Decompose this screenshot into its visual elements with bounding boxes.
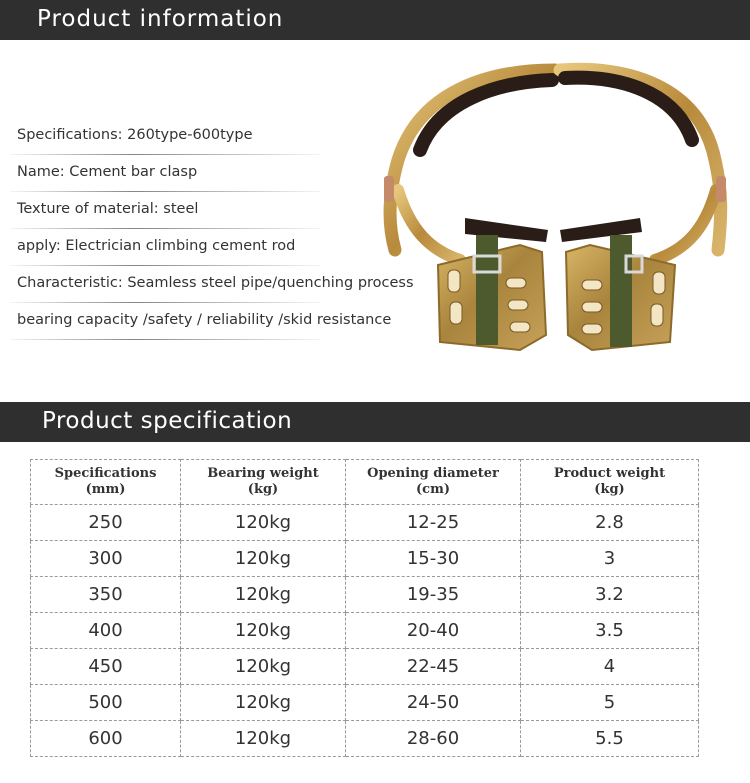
cell: 5.5 [521,721,699,757]
cell: 28-60 [346,721,521,757]
info-apply: apply: Electrician climbing cement rod [17,238,296,254]
cell: 3.2 [521,577,699,613]
cell: 120kg [181,613,346,649]
cell: 5 [521,685,699,721]
header-product-weight [521,460,699,505]
cell: 120kg [181,649,346,685]
header-line: Specifications [54,466,157,481]
header-unit: (kg) [247,482,279,497]
cell: 120kg [181,577,346,613]
info-specifications: Specifications: 260type-600type [17,127,253,143]
cell: 300 [31,541,181,577]
table-row [31,649,699,685]
header-line: Bearing weight [207,466,319,481]
cell: 450 [31,649,181,685]
header-unit: (cm) [416,482,450,497]
cell: 120kg [181,541,346,577]
table-row [31,541,699,577]
cell: 120kg [181,685,346,721]
header-line: Product weight [553,466,666,481]
product-info-list [10,118,414,340]
cell: 20-40 [346,613,521,649]
info-row-capacity [10,303,392,340]
cell: 4 [521,649,699,685]
table-header-row [31,460,699,505]
cell: 3 [521,541,699,577]
cell: 500 [31,685,181,721]
cell: 350 [31,577,181,613]
info-row-name [10,155,340,192]
header-specifications [31,460,181,505]
info-material: Texture of material: steel [17,201,199,217]
cell: 3.5 [521,613,699,649]
product-specification-title: Product specification [42,408,293,434]
info-capacity: bearing capacity /safety / reliability /skid resistance [17,312,392,328]
product-specification-bar [0,402,750,442]
divider [10,339,320,340]
pole-climber-image [370,50,750,390]
info-row-characteristic [10,266,414,303]
cell: 120kg [181,721,346,757]
header-bearing-weight [181,460,346,505]
cell: 22-45 [346,649,521,685]
product-information-title: Product information [37,6,284,32]
table-row [31,685,699,721]
product-information-bar [0,0,750,40]
info-row-apply [10,229,340,266]
spec-table [30,459,699,757]
header-opening-diameter [346,460,521,505]
cell: 2.8 [521,505,699,541]
cell: 15-30 [346,541,521,577]
info-name: Name: Cement bar clasp [17,164,198,180]
info-row-material [10,192,340,229]
cell: 19-35 [346,577,521,613]
header-unit: (kg) [594,482,625,497]
info-row-specifications [10,118,340,155]
cell: 250 [31,505,181,541]
cell: 24-50 [346,685,521,721]
table-row [31,577,699,613]
cell: 400 [31,613,181,649]
cell: 600 [31,721,181,757]
spec-table-wrapper [30,459,698,767]
table-row [31,721,699,757]
table-row [31,613,699,649]
info-characteristic: Characteristic: Seamless steel pipe/quenching process [17,275,414,291]
cell: 120kg [181,505,346,541]
cell: 12-25 [346,505,521,541]
table-row [31,505,699,541]
header-unit: (mm) [85,482,126,497]
header-line: Opening diameter [367,466,499,481]
